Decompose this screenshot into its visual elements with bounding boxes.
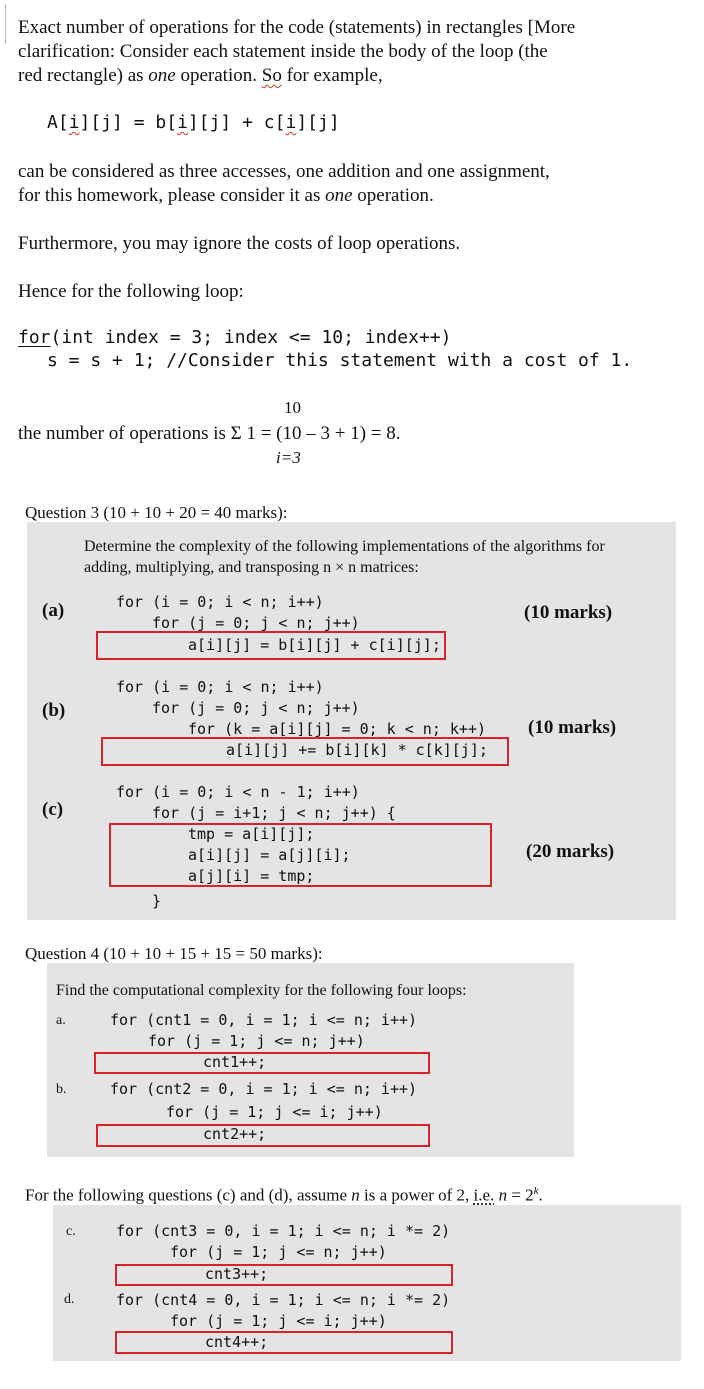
- q4-a-code-1: [110, 1011, 417, 1029]
- body-text: can be considered as three accesses, one addition and one assignment,: [18, 161, 550, 182]
- code-line: for (i = 0; i < n; i++): [116, 593, 324, 611]
- code-line: for (j = 1; j <= n; j++): [148, 1032, 365, 1050]
- code-line: for (j = 1; j <= i; j++): [166, 1103, 383, 1121]
- sum-upper: 10: [284, 398, 301, 417]
- code-line: a[j][i] = tmp;: [188, 867, 315, 885]
- code-line: for (i = 0; i < n - 1; i++): [116, 783, 360, 801]
- code-line: for (cnt1 = 0, i = 1; i <= n; i++): [110, 1011, 418, 1029]
- para3: [18, 232, 460, 256]
- intro-text: red rectangle) as: [18, 65, 149, 86]
- q3-b-code-2: [152, 699, 360, 717]
- code-fragment: s = s + 1; //Consider this statement with a cost of 1.: [47, 350, 633, 371]
- code-fragment: A[: [47, 112, 69, 133]
- label-text: d.: [64, 1292, 75, 1307]
- code-line: for (j = i+1; j < n; j++) {: [152, 804, 396, 822]
- q3-desc-1: [84, 538, 605, 556]
- code-line: for (cnt3 = 0, i = 1; i <= n; i *= 2): [116, 1222, 451, 1240]
- code-line: a[i][j] += b[i][k] * c[k][j];: [226, 741, 488, 759]
- q3-b-marks: [528, 717, 616, 739]
- q4-d-label: [64, 1292, 75, 1308]
- marks-text: (10 marks): [528, 717, 617, 738]
- code-fragment: ][j]: [296, 112, 340, 133]
- sum-upper-limit: [284, 398, 301, 418]
- intro-text: operation.: [175, 65, 262, 86]
- q3-a-label: [42, 600, 64, 622]
- desc-text: Determine the complexity of the following implementations of the algorithms for: [84, 538, 605, 555]
- q4-b-label: [56, 1082, 67, 1098]
- sum-lower-limit: [276, 448, 301, 468]
- intro-text: clarification: Consi: [18, 41, 165, 62]
- left-margin-bar: [5, 4, 6, 44]
- q4-desc: [56, 982, 467, 1000]
- spellcheck-word: So: [261, 65, 282, 86]
- note-text: For the following questions (c) and (d), assume: [25, 1185, 352, 1205]
- label-text: (a): [42, 600, 65, 621]
- code-keyword: for: [18, 327, 51, 348]
- label-text: (c): [42, 799, 64, 820]
- code-line: for (cnt4 = 0, i = 1; i <= n; i *= 2): [116, 1291, 451, 1309]
- code-line: for (k = a[i][j] = 0; k < n; k++): [188, 720, 487, 738]
- code-line: cnt1++;: [203, 1053, 267, 1071]
- q3-c-code-4: [188, 846, 351, 864]
- code-fragment: i: [68, 112, 80, 133]
- q4-c-highlight-box: [115, 1264, 453, 1286]
- q4-a-label: [56, 1013, 66, 1029]
- q3-b-code-1: [116, 678, 324, 696]
- q4-d-code-1: [116, 1291, 450, 1309]
- q4-b-code-2: [166, 1103, 383, 1121]
- note-text: .: [538, 1185, 543, 1205]
- intro-text: Exact number of operations for the code (statements) in rectangles [More: [18, 17, 576, 38]
- intro-line-1: [18, 16, 575, 40]
- loop-line-2: [47, 350, 632, 371]
- code-line: cnt4++;: [205, 1333, 269, 1351]
- label-text: c.: [66, 1224, 76, 1239]
- math-var: n: [498, 1185, 508, 1205]
- desc-text: Find the computational complexity for the following four loops:: [56, 982, 467, 999]
- label-text: (b): [42, 700, 66, 721]
- marks-text: (10 marks): [524, 602, 613, 623]
- desc-text: adding, multiplying, and transposing n × n matrices:: [84, 559, 419, 576]
- code-line: a[i][j] = a[j][i];: [188, 846, 351, 864]
- q3-c-code-2: [152, 804, 396, 822]
- q3-heading: [25, 503, 288, 523]
- q3-c-code-3: [188, 825, 314, 843]
- para4: [18, 280, 244, 304]
- q3-c-code-6: [152, 892, 161, 910]
- intro-line-2: [18, 40, 548, 64]
- heading-text: Question 3 (10 + 10 + 20 = 40 marks):: [25, 503, 288, 522]
- body-text: operation.: [352, 185, 434, 206]
- q3-c-code-1: [116, 783, 360, 801]
- code-fragment: ][j] = b[: [79, 112, 178, 133]
- q4-a-code-3: [203, 1053, 266, 1071]
- intro-text: der each statement inside the body of the loop (the: [164, 41, 548, 62]
- math-exponent: k: [533, 1185, 539, 1197]
- heading-text: Question 4 (10 + 10 + 15 + 15 = 50 marks):: [25, 944, 323, 963]
- q3-a-code-2: [152, 614, 360, 632]
- q4-d-code-2: [170, 1312, 387, 1330]
- code-example: [47, 112, 340, 133]
- q4-b-code-3: [203, 1125, 266, 1143]
- code-fragment: ][j] + c[: [187, 112, 286, 133]
- label-text: b.: [56, 1082, 67, 1097]
- note-text: is a power of 2,: [359, 1185, 474, 1205]
- sum-lower: i=3: [276, 448, 301, 467]
- q3-c-code-5: [188, 867, 314, 885]
- emphasis-text: one: [325, 185, 353, 206]
- q4-c-code-2: [170, 1243, 387, 1261]
- q3-b-code-4: [226, 741, 488, 759]
- code-line: tmp = a[i][j];: [188, 825, 315, 843]
- code-line: cnt2++;: [203, 1125, 267, 1143]
- code-line: for (cnt2 = 0, i = 1; i <= n; i++): [110, 1080, 418, 1098]
- code-line: for (j = 0; j < n; j++): [152, 614, 360, 632]
- marks-text: (20 marks): [526, 841, 615, 862]
- code-line: for (j = 1; j <= i; j++): [170, 1312, 387, 1330]
- q3-a-code-1: [116, 593, 324, 611]
- code-fragment: (int index = 3; index <= 10; index++): [50, 327, 452, 348]
- loop-line-1: [18, 327, 451, 348]
- q3-desc-2: [84, 559, 419, 577]
- para2-line-1: [18, 160, 550, 184]
- sum-line: [18, 422, 401, 446]
- code-line: for (j = 0; j < n; j++): [152, 699, 360, 717]
- q4-b-code-1: [110, 1080, 417, 1098]
- q4-d-highlight-box: [115, 1331, 453, 1354]
- code-line: for (j = 1; j <= n; j++): [170, 1243, 387, 1261]
- q4-heading: [25, 944, 323, 964]
- code-line: cnt3++;: [205, 1265, 269, 1283]
- body-text: the number of operations is: [18, 423, 231, 444]
- body-text: for this homework, please consider it as: [18, 185, 326, 206]
- body-text: Furthermore, you may ignore the costs of loop operations.: [18, 233, 461, 254]
- q4-c-code-1: [116, 1222, 450, 1240]
- intro-line-3: [18, 64, 383, 88]
- para2-line-2: [18, 184, 434, 208]
- label-text: a.: [56, 1013, 66, 1028]
- q4-c-code-3: [205, 1265, 268, 1283]
- q4-c-label: [66, 1224, 76, 1240]
- code-fragment: i: [177, 112, 188, 133]
- code-fragment: i: [285, 112, 297, 133]
- q3-b-label: [42, 700, 65, 722]
- code-line: a[i][j] = b[i][j] + c[i][j];: [188, 636, 441, 654]
- q4-note: [25, 1185, 543, 1206]
- q4-d-code-3: [205, 1333, 268, 1351]
- note-text: = 2: [507, 1185, 534, 1205]
- note-text: i.e.: [473, 1185, 495, 1205]
- emphasis-text: one: [148, 65, 176, 86]
- q3-c-marks: [526, 841, 614, 863]
- code-line: }: [152, 892, 162, 910]
- body-text: Hence for the following loop:: [18, 281, 244, 302]
- math-var: n: [351, 1185, 360, 1205]
- code-line: for (i = 0; i < n; i++): [116, 678, 324, 696]
- q3-c-label: [42, 799, 63, 821]
- q4-a-code-2: [148, 1032, 365, 1050]
- q3-a-code-3: [188, 636, 441, 654]
- q3-b-code-3: [188, 720, 486, 738]
- intro-text: for example,: [281, 65, 383, 86]
- q3-a-marks: [524, 602, 612, 624]
- sum-expression: Σ 1 = (10 – 3 + 1) = 8.: [230, 423, 401, 444]
